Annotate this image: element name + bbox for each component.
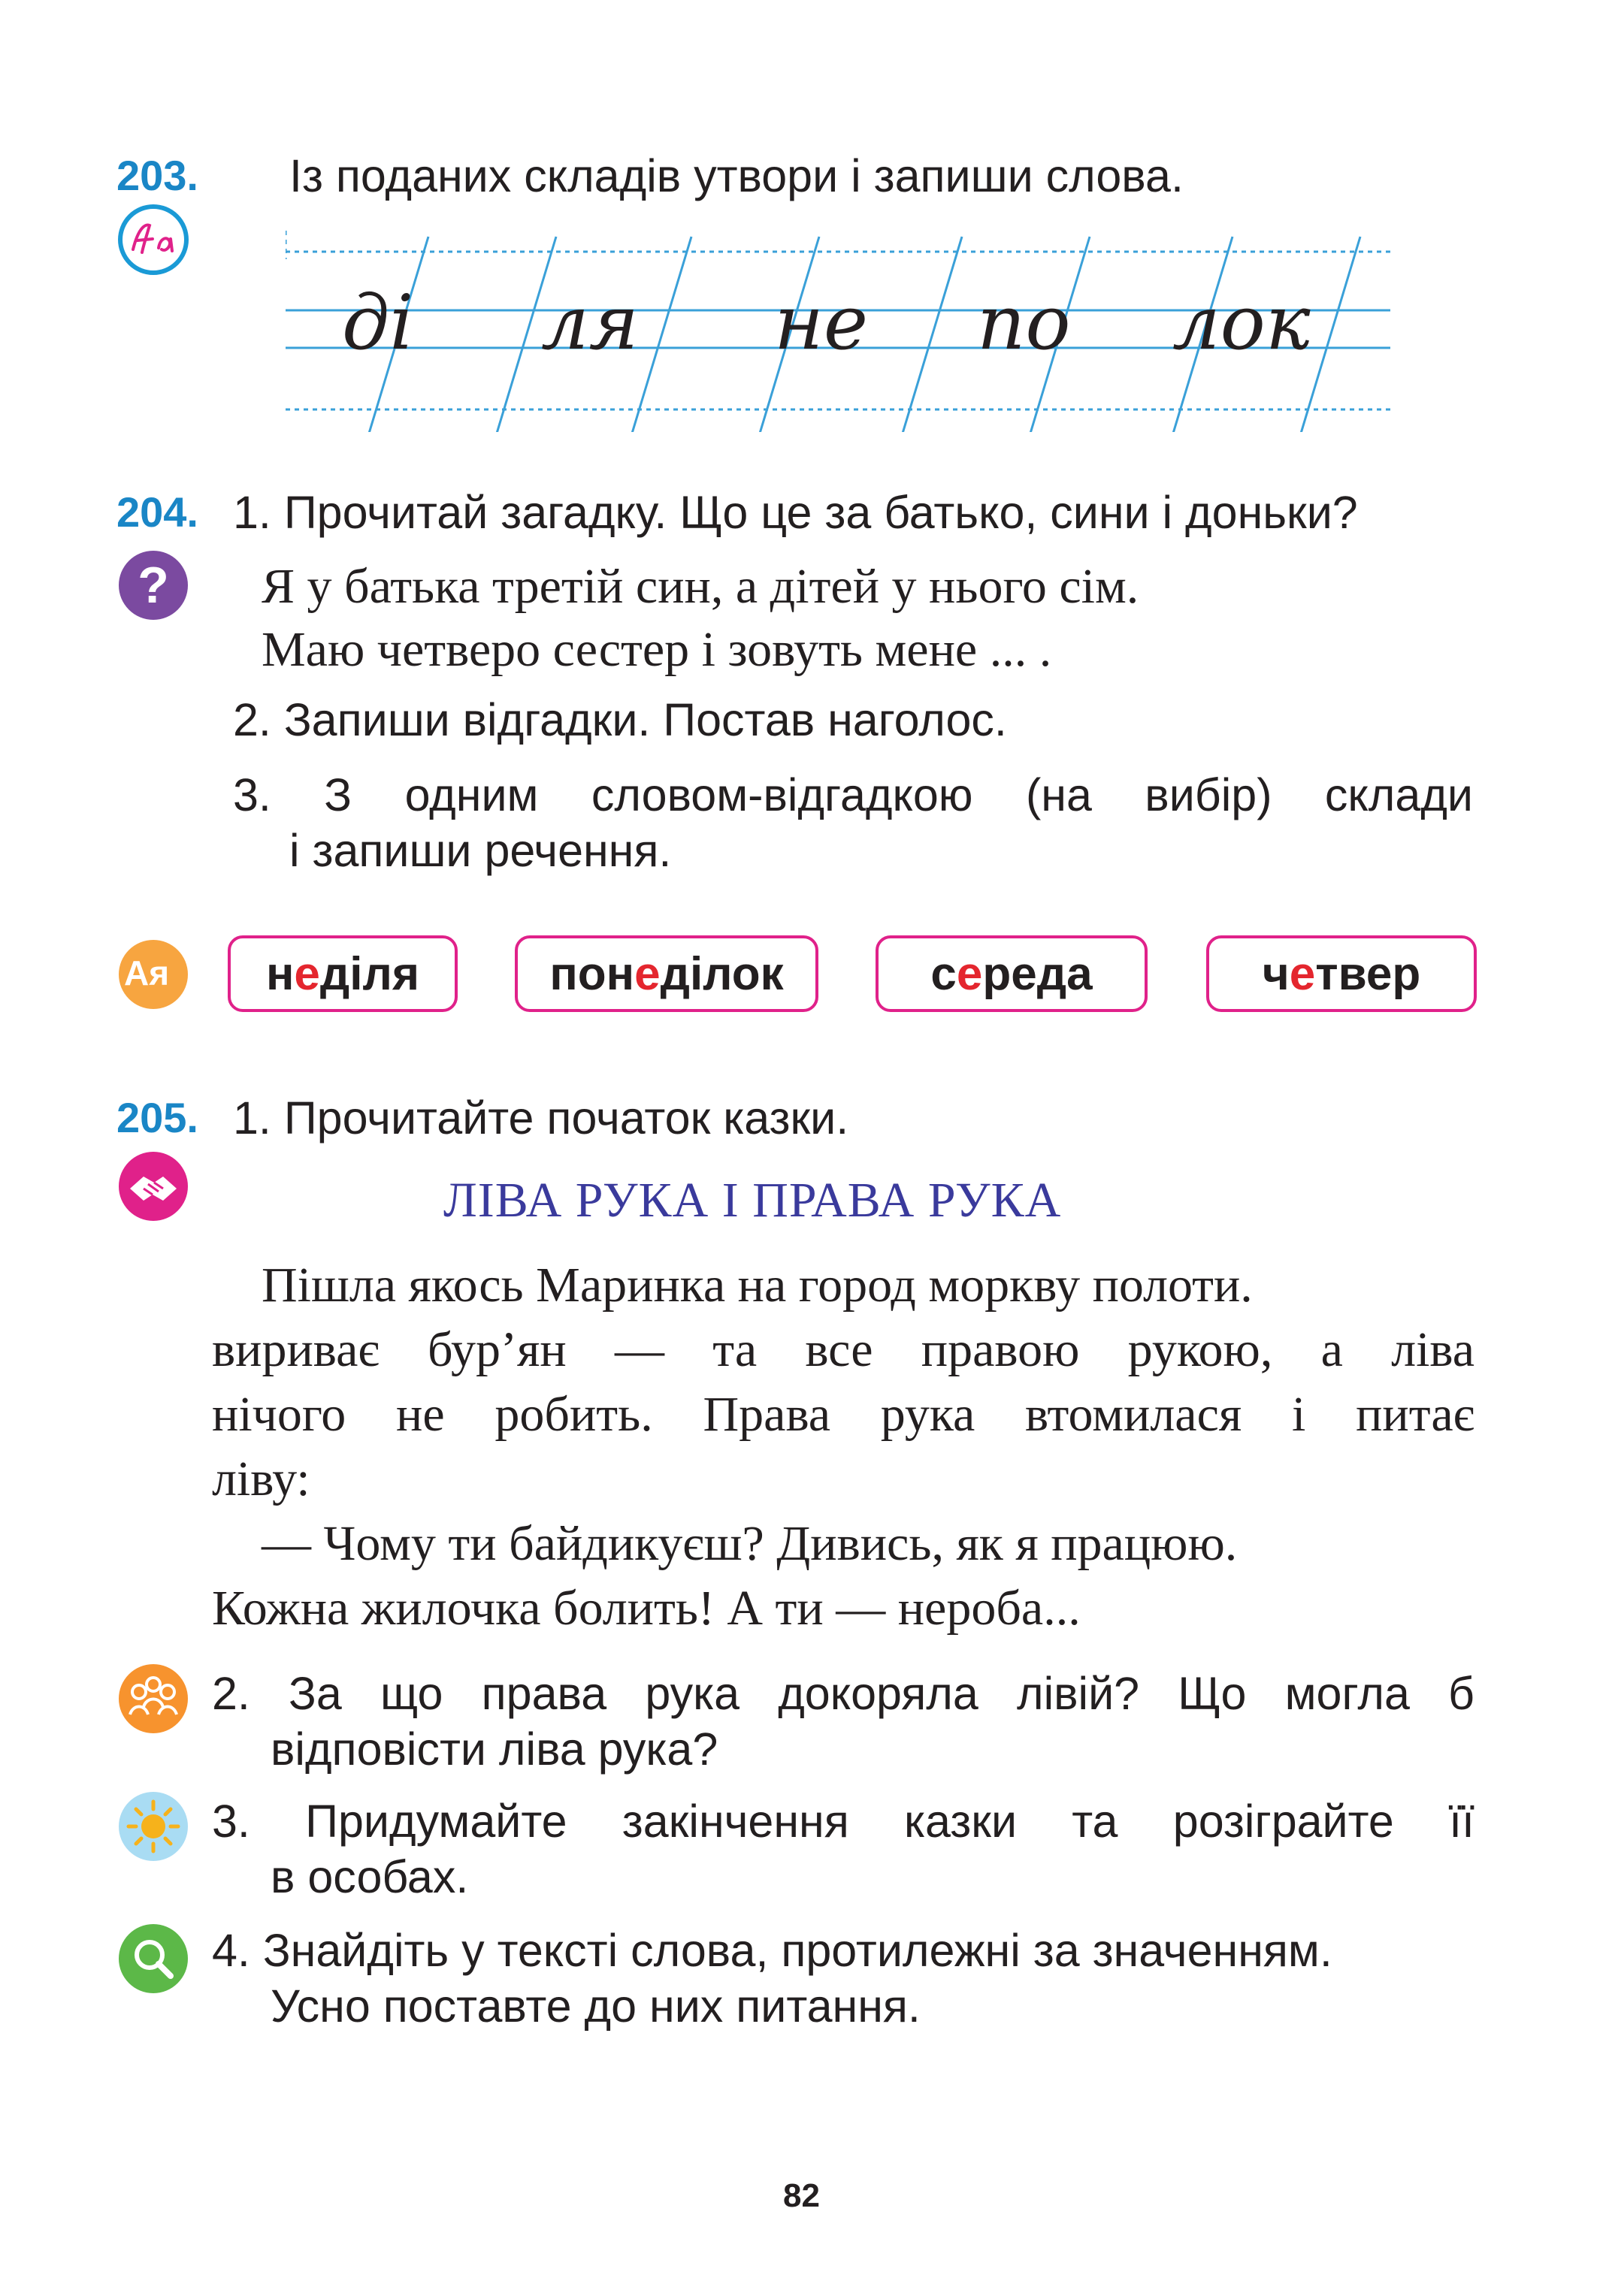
svg-text:?: ?	[138, 557, 169, 614]
vocab-word-3: с е реда	[876, 935, 1148, 1012]
syllable-5: лок	[1172, 279, 1311, 367]
ex205-task1: 1. Прочитайте початок казки.	[233, 1092, 849, 1143]
story-para2-line1: — Чому ти байдикуєш? Дивись, як я працюю.	[262, 1516, 1238, 1571]
syllable-3: не	[774, 279, 869, 367]
question-mark-icon	[116, 548, 190, 622]
exercise-number-204: 204.	[116, 488, 198, 536]
vocab-word-1: н е діля	[228, 935, 458, 1012]
riddle-line-2: Маю четверо сестер і зовуть мене ... .	[262, 622, 1052, 677]
story-para1-line2: вириває бур’ян — та все правою рукою, а ліва	[212, 1322, 1474, 1377]
vocab-word-2: пон е ділок	[515, 935, 818, 1012]
ex205-task4-line1: 4. Знайдіть у тексті слова, протилежні за значенням.	[212, 1925, 1332, 1976]
ex204-task2: 2. Запиши відгадки. Постав наголос.	[233, 694, 1007, 745]
syllable-4: по	[977, 279, 1071, 367]
story-para1-line3: нічого не робить. Права рука втомилася і питає	[212, 1387, 1474, 1442]
handshake-icon	[116, 1150, 190, 1223]
exercise-number-203: 203.	[116, 152, 198, 199]
vocab-word-4: ч е твер	[1206, 935, 1477, 1012]
ex204-task3-line2: і запиши речення.	[289, 825, 672, 876]
magnifier-icon	[116, 1922, 190, 1995]
ex205-task3-line1: 3. Придумайте закінчення казки та розіграйте її	[212, 1796, 1474, 1847]
syllable-1: ді	[342, 279, 414, 367]
sun-icon	[116, 1790, 190, 1863]
group-discussion-icon	[116, 1662, 190, 1736]
page-number: 82	[783, 2177, 820, 2214]
riddle-line-1: Я у батька третій син, а дітей у нього сім.	[262, 559, 1139, 614]
story-title: ЛІВА РУКА І ПРАВА РУКА	[443, 1173, 1062, 1228]
syllable-2: ля	[541, 279, 639, 367]
story-para2-line2: Кожна жилочка болить! А ти — нероба...	[212, 1581, 1081, 1636]
story-para1-line4: ліву:	[212, 1452, 310, 1506]
ay-icon-text: Ая	[124, 953, 170, 992]
ex205-task3-line2: в особах.	[271, 1851, 469, 1902]
ex203-instruction: Із поданих складів утвори і запиши слова.	[289, 150, 1184, 201]
ay-letters-icon	[116, 938, 190, 1011]
ex205-task4-line2: Усно поставте до них питання.	[271, 1980, 921, 2032]
ex205-task2-line1: 2. За що права рука докоряла лівій? Що могла б	[212, 1668, 1474, 1719]
cursive-letters-icon	[116, 203, 190, 276]
ex204-task1: 1. Прочитай загадку. Що це за батько, сини і доньки?	[233, 487, 1358, 538]
ex205-task2-line2: відповісти ліва рука?	[271, 1724, 718, 1775]
story-para1-line1: Пішла якось Маринка на город моркву полоти.	[262, 1258, 1253, 1313]
exercise-number-205: 205.	[116, 1094, 198, 1141]
ex204-task3-line1: 3. З одним словом-відгадкою (на вибір) склади	[233, 769, 1473, 820]
